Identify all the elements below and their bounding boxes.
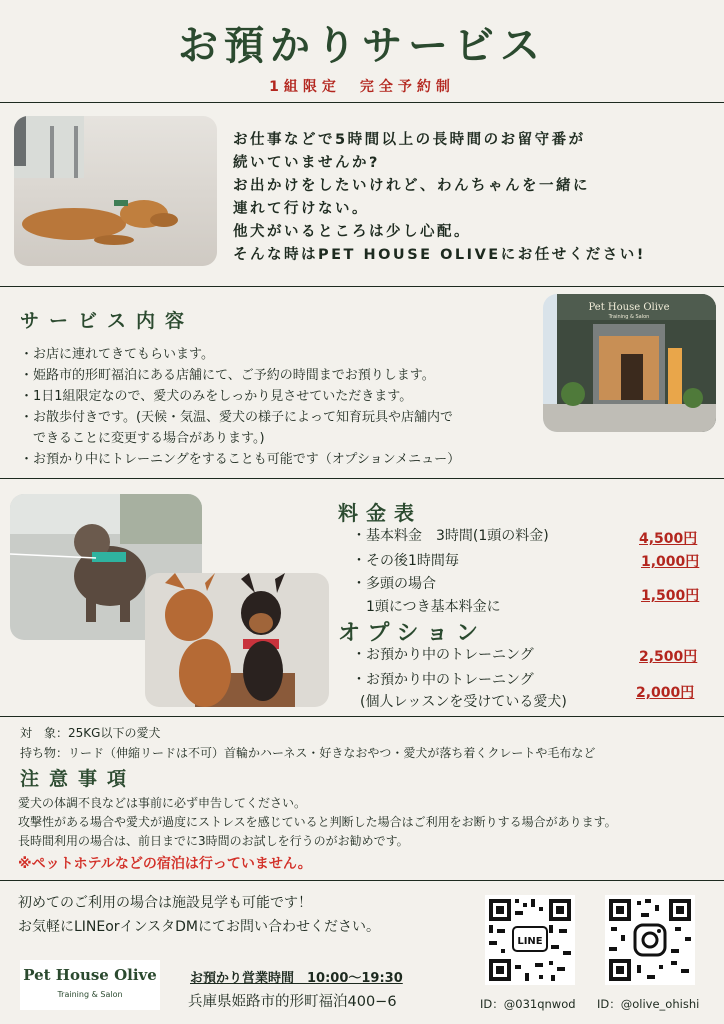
price-item-value: 1,500円	[641, 588, 700, 604]
note-item: 愛犬の体調不良などは事前に必ず申告してください。	[18, 796, 307, 810]
instagram-qr-code[interactable]	[605, 895, 695, 985]
divider	[0, 716, 724, 717]
shop-front-photo	[543, 294, 716, 432]
contact-line: お気軽にLINEorインスタDMにてお問い合わせください。	[18, 919, 381, 935]
belongings-text: 持ち物：リード（伸縮リードは不可）首輪かハーネス・好きなおやつ・愛犬が落ち着くクレートや毛布など	[20, 746, 596, 760]
option-item-label: ・お預かり中のトレーニング	[352, 647, 534, 663]
divider	[0, 102, 724, 103]
address: 兵庫県姫路市的形町福泊400−6	[188, 994, 397, 1010]
target-text: 対 象：25KG以下の愛犬	[20, 726, 161, 740]
option-item-value: 2,000円	[636, 685, 695, 701]
service-item: ・お預かり中にトレーニングをすることも可能です（オプションメニュー）	[20, 452, 461, 467]
option-item-sub: (個人レッスンを受けている愛犬)	[360, 694, 567, 710]
service-item: ・姫路市的形町福泊にある店舗にて、ご予約の時間までお預りします。	[20, 368, 435, 383]
price-item-sub: 1頭につき基本料金に	[352, 599, 501, 615]
note-item: 長時間利用の場合は、前日までに3時間のお試しを行うのがお勧めです。	[18, 834, 409, 848]
service-item: ・1日1組限定なので、愛犬のみをしっかり見させていただきます。	[20, 389, 413, 404]
intro-line: 他犬がいるところは少し心配。	[233, 224, 471, 240]
note-item: 攻撃性がある場合や愛犬が過度にストレスを感じていると判断した場合はご利用をお断りする場合があります。	[18, 815, 617, 829]
intro-line: 連れて行けない。	[233, 201, 369, 217]
option-item-label: ・お預かり中のトレーニング	[352, 672, 534, 688]
service-item: ・お店に連れてきてもらいます。	[20, 347, 214, 362]
intro-line: そんな時はPET HOUSE OLIVEにお任せください!	[233, 247, 646, 263]
pinschers-photo	[145, 573, 329, 707]
price-item-label: ・多頭の場合	[352, 576, 436, 592]
page-title: お預かりサービス	[178, 23, 546, 69]
warning-text: ※ペットホテルなどの宿泊は行っていません。	[18, 856, 312, 872]
price-item-label: ・基本料金 3時間(1頭の料金)	[352, 528, 549, 544]
shop-sign-text: Pet House Olive	[588, 302, 670, 313]
option-title: オプション	[338, 621, 487, 646]
service-item: ・お散歩付きです。(天候・気温、愛犬の様子によって知育玩具や店舗内で	[20, 410, 454, 425]
intro-line: お仕事などで5時間以上の長時間のお留守番が	[233, 132, 586, 148]
contact-line: 初めてのご利用の場合は施設見学も可能です！	[18, 895, 312, 911]
business-hours: お預かり営業時間 10:00〜19:30	[190, 971, 403, 986]
divider	[0, 478, 724, 479]
divider	[0, 880, 724, 881]
intro-line: お出かけをしたいけれど、わんちゃんを一緒に	[233, 178, 590, 194]
instagram-id: ID：@olive_ohishi	[597, 997, 700, 1011]
service-item: できることに変更する場合があります。)	[20, 431, 265, 446]
divider	[0, 286, 724, 287]
notes-title: 注意事項	[20, 768, 137, 790]
price-item-value: 4,500円	[639, 531, 698, 547]
intro-line: 続いていませんか?	[233, 155, 380, 171]
line-qr-code[interactable]	[485, 895, 575, 985]
page-subtitle: 1組限定 完全予約制	[269, 79, 455, 95]
shop-sign-sub-text: Training & Salon	[608, 314, 650, 320]
logo-sub-text: Training & Salon	[57, 990, 123, 999]
service-title: サービス内容	[20, 310, 195, 332]
line-id: ID：@031qnwod	[480, 997, 576, 1011]
pricing-title: 料金表	[338, 501, 422, 525]
price-item-value: 1,000円	[641, 554, 700, 570]
shop-logo	[20, 960, 160, 1010]
logo-main-text: Pet House Olive	[23, 966, 157, 984]
option-item-value: 2,500円	[639, 649, 698, 665]
sleeping-dog-photo	[14, 116, 217, 266]
line-badge-text: LINE	[517, 936, 543, 947]
price-item-label: ・その後1時間毎	[352, 553, 459, 569]
